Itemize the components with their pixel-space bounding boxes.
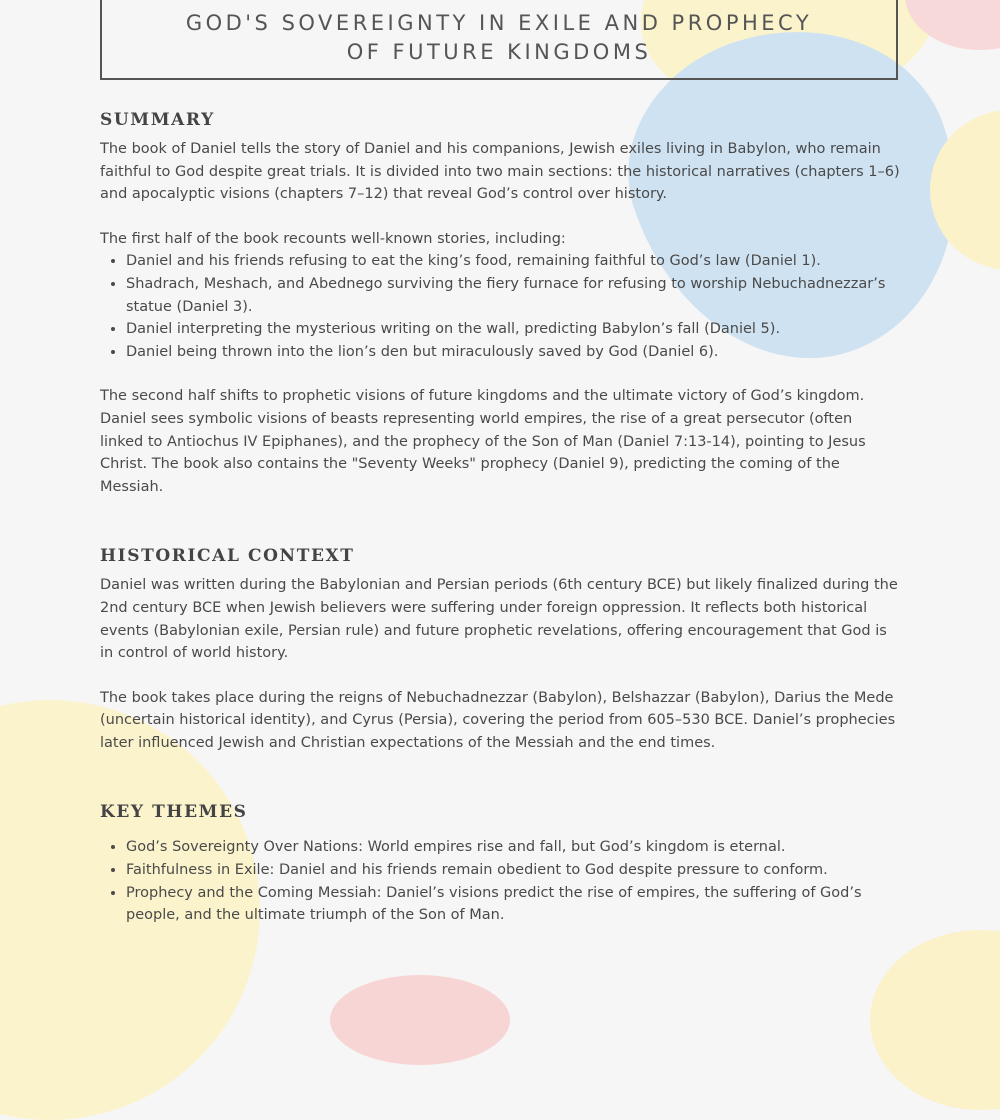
summary-paragraph-3: The second half shifts to prophetic visions of future kingdoms and the ultimate victory of God’s kingdom. Daniel sees symbolic visions of beasts representing world empires, the rise of a great persecutor (often linked to Antiochus IV Epiphanes), and the prophecy of the Son of Man (Daniel 7:13-14), pointing to Jesus Christ. The book also contains the "Seventy Weeks" prophecy (Daniel 9), predicting the coming of the Messiah.: [100, 388, 866, 495]
list-item: • Shadrach, Meshach, and Abednego surviving the fiery furnace for refusing to worship Nebuchadnezzar’s statue (Daniel 3).: [126, 273, 900, 318]
document-body: [100, 108, 900, 927]
context-paragraph-2: The book takes place during the reigns of Nebuchadnezzar (Babylon), Belshazzar (Babylon), Darius the Mede (uncertain historical identity), and Cyrus (Persia), covering the period from 605–530 BCE. Daniel’s prophecies later influenced Jewish and Christian expectations of the Messiah and the end times.: [100, 689, 896, 751]
key-themes-list: [100, 836, 900, 926]
summary-paragraph-2: The first half of the book recounts well-known stories, including:: [100, 230, 566, 247]
context-paragraph-1: Daniel was written during the Babylonian and Persian periods (6th century BCE) but likely finalized during the 2nd century BCE when Jewish believers were suffering under foreign oppression. It reflects both historical events (Babylonian exile, Persian rule) and future prophetic revelations, offering encouragement that God is in control of world history.: [100, 577, 898, 662]
spacer: [100, 363, 900, 385]
page-title: [186, 9, 812, 67]
page-title-line-2: OF FUTURE KINGDOMS: [346, 40, 652, 64]
decorative-pink-blob-bottom: [330, 975, 510, 1065]
page-title-line-1: GOD'S SOVEREIGNTY IN EXILE AND PROPHECY: [185, 11, 813, 35]
historical-context-heading: HISTORICAL CONTEXT: [100, 546, 355, 567]
list-item: • Daniel being thrown into the lion’s den but miraculously saved by God (Daniel 6).: [126, 341, 900, 364]
title-box: [100, 0, 898, 80]
summary-paragraph-1: The book of Daniel tells the story of Daniel and his companions, Jewish exiles living in Babylon, who remain faithful to God despite great trials. It is divided into two main sections: the historical narratives (chapters 1–6) and apocalyptic visions (chapters 7–12) that reveal God’s control over history.: [100, 141, 900, 203]
historical-context-section: [100, 544, 900, 754]
list-item: • Faithfulness in Exile: Daniel and his friends remain obedient to God despite pressure to conform.: [126, 859, 900, 882]
list-item: • Daniel and his friends refusing to eat the king’s food, remaining faithful to God’s law (Daniel 1).: [126, 250, 900, 273]
list-item: • God’s Sovereignty Over Nations: World empires rise and fall, but God’s kingdom is eternal.: [126, 836, 900, 859]
spacer: [100, 754, 900, 800]
list-item: • Prophecy and the Coming Messiah: Daniel’s visions predict the rise of empires, the suffering of God’s people, and the ultimate triumph of the Son of Man.: [126, 882, 900, 927]
spacer: [100, 665, 900, 687]
key-themes-section: [100, 800, 900, 926]
list-item: • Daniel interpreting the mysterious writing on the wall, predicting Babylon’s fall (Daniel 5).: [126, 318, 900, 341]
decorative-yellow-blob-bottom-right: [870, 930, 1000, 1110]
spacer: [100, 498, 900, 544]
summary-section: [100, 108, 900, 498]
key-themes-heading: KEY THEMES: [100, 802, 248, 823]
summary-story-list: [100, 250, 900, 363]
summary-heading: SUMMARY: [100, 110, 215, 130]
spacer: [100, 206, 900, 228]
